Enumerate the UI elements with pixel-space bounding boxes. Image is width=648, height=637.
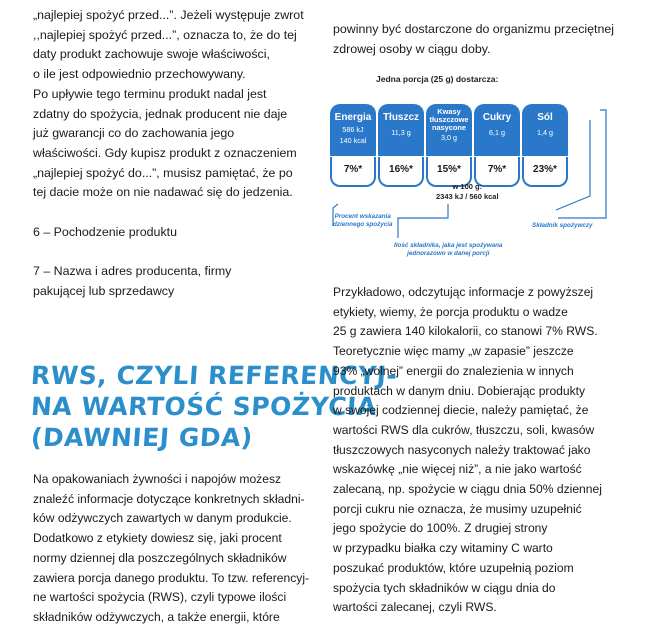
text-line: zdatny do spożycia, jednak producent nie daje bbox=[33, 106, 288, 121]
text-line: w przypadku białka czy witaminy C warto bbox=[333, 541, 553, 556]
text-line: Na opakowaniach żywności i napojów możesz bbox=[33, 472, 282, 486]
per-100g-line: w 100 g: bbox=[452, 182, 483, 191]
tile-name: Energia bbox=[334, 112, 372, 123]
tile-value: 140 kcal bbox=[339, 136, 367, 146]
text-line: Dodatkowo z etykiety dowiesz się, jaki procent bbox=[33, 531, 282, 546]
text-line: ,,najlepiej spożyć przed...”, oznacza to, że do tej bbox=[33, 27, 297, 42]
pct-saturates: 15%* bbox=[426, 157, 472, 187]
item-6-origin: 6 – Pochodzenie produktu bbox=[33, 224, 177, 239]
nutrition-label-infographic bbox=[328, 70, 613, 270]
text-line: Przykładowo, odczytując informacje z powyższej bbox=[333, 285, 594, 299]
pct-energy: 7%* bbox=[330, 157, 376, 187]
text-line: Teoretycznie więc mamy „w zapasie” jeszcze bbox=[333, 344, 574, 359]
text-line: poszukać produktów, które uzupełnią poziom bbox=[333, 560, 574, 575]
text-line: w swojej codziennej diecie, należy pamiętać, że bbox=[333, 403, 589, 418]
section-title-line: RWS, CZYLI REFERENCYJ- bbox=[29, 361, 399, 390]
annotation-line: dziennego spożycia bbox=[333, 221, 393, 228]
item-7-producer-line: 7 – Nazwa i adres producenta, firmy bbox=[33, 264, 232, 279]
annotation-line: jednorazowo w danej porcji bbox=[407, 250, 490, 257]
pct-salt: 23%* bbox=[522, 157, 568, 187]
text-line: składników odżywczych, a także energii, które bbox=[33, 609, 280, 624]
left-column-bottom bbox=[33, 470, 310, 628]
text-line: ków odżywczych zawartych w danym produkcie. bbox=[33, 511, 292, 526]
item-7-producer-line: pakującej lub sprzedawcy bbox=[33, 283, 175, 298]
annotation-lines bbox=[328, 70, 613, 270]
tile-value: 586 kJ bbox=[342, 125, 364, 134]
section-title-line: (DAWNIEJ GDA) bbox=[29, 423, 254, 452]
text-line: ne wartości spożycia (RWS), czyli typowe ilości bbox=[33, 590, 287, 605]
text-line: wartości zalecanej, czyli RWS. bbox=[333, 600, 497, 615]
text-line: powinny być dostarczone do organizmu przeciętnej bbox=[333, 22, 615, 36]
left-column-top bbox=[33, 6, 303, 302]
text-line: wskazówkę „nie więcej niż”, a nie jako wartość bbox=[333, 462, 582, 477]
text-line: już gwarancji co do zachowania jego bbox=[33, 126, 235, 141]
text-line: zalecaną, np. spożycie w ciągu dnia 50% dziennej bbox=[333, 482, 602, 497]
text-line: normy dziennej dla poszczególnych składników bbox=[33, 550, 287, 565]
annotation-quantity bbox=[394, 242, 503, 258]
text-line: „najlepiej spożyć do...”, musisz pamiętać, że po bbox=[33, 165, 293, 180]
tile-name: Tłuszcz bbox=[382, 112, 420, 123]
tile-value: 3,0 g bbox=[441, 133, 457, 142]
text-line: o ile jest odpowiednio przechowywany. bbox=[33, 67, 246, 82]
tile-value: 6,1 g bbox=[489, 128, 505, 137]
pct-fat: 16%* bbox=[378, 157, 424, 187]
right-column-bottom bbox=[333, 283, 623, 618]
text-line: etykiety, wiemy, że porcja produktu o wadze bbox=[333, 304, 568, 319]
text-line: jego spożycie do 100%. Z drugiej strony bbox=[333, 521, 548, 536]
pct-sugars: 7%* bbox=[474, 157, 520, 187]
text-line: znaleźć informacje dotyczące konkretnych składni- bbox=[33, 491, 305, 506]
text-line: właściwości. Gdy kupisz produkt z oznaczeniem bbox=[33, 145, 297, 160]
infographic-title: Jedna porcja (25 g) dostarcza: bbox=[376, 74, 499, 84]
tile-name: Sól bbox=[537, 112, 553, 123]
text-line: spożycia tych składników w ciągu dnia do bbox=[333, 580, 556, 595]
tile-name: Cukry bbox=[482, 112, 512, 123]
text-line: porcji cukru nie oznacza, że musimy uzupełnić bbox=[333, 501, 582, 516]
text-line: 25 g zawiera 140 kilokalorii, co stanowi 7% RWS. bbox=[333, 324, 598, 339]
annotation-ingredient: Składnik spożywczy bbox=[532, 222, 593, 229]
text-line: 93% „wolnej” energii do znalezienia w innych bbox=[333, 363, 574, 378]
tile-value: 1,4 g bbox=[537, 128, 553, 137]
per-100g-line: 2343 kJ / 560 kcal bbox=[436, 192, 499, 201]
annotation-line: Ilość składnika, jaka jest spożywana bbox=[394, 242, 503, 249]
text-line: tej dacie może on nie nadawać się do jedzenia. bbox=[33, 185, 293, 200]
annotation-rws bbox=[333, 213, 392, 229]
text-line: „najlepiej spożyć przed...”. Jeżeli występuje zwrot bbox=[33, 8, 304, 22]
text-line: wartości RWS dla cukrów, tłuszczu, soli, kwasów bbox=[333, 422, 595, 437]
tile-value: 11,3 g bbox=[391, 128, 411, 137]
text-line: zawiera porcja danego produktu. To tzw. referencyj- bbox=[33, 570, 310, 585]
text-line: daty produkt zachowuje swoje właściwości, bbox=[33, 47, 270, 62]
annotation-line: Procent wskazania bbox=[334, 213, 391, 220]
section-title-line: NA WARTOŚĆ SPOŻYCIA bbox=[29, 392, 378, 421]
right-column-top bbox=[333, 20, 623, 59]
text-line: produktach w danym dniu. Dobierając produkty bbox=[333, 383, 586, 398]
text-line: zdrowej osoby w ciągu doby. bbox=[333, 41, 491, 56]
text-line: Po upływie tego terminu produkt nadal jest bbox=[33, 86, 267, 101]
text-line: tłuszczowych nasyconych należy traktować jako bbox=[333, 442, 591, 457]
tile-name: Kwasy tłuszczowe nasycone bbox=[429, 107, 469, 132]
